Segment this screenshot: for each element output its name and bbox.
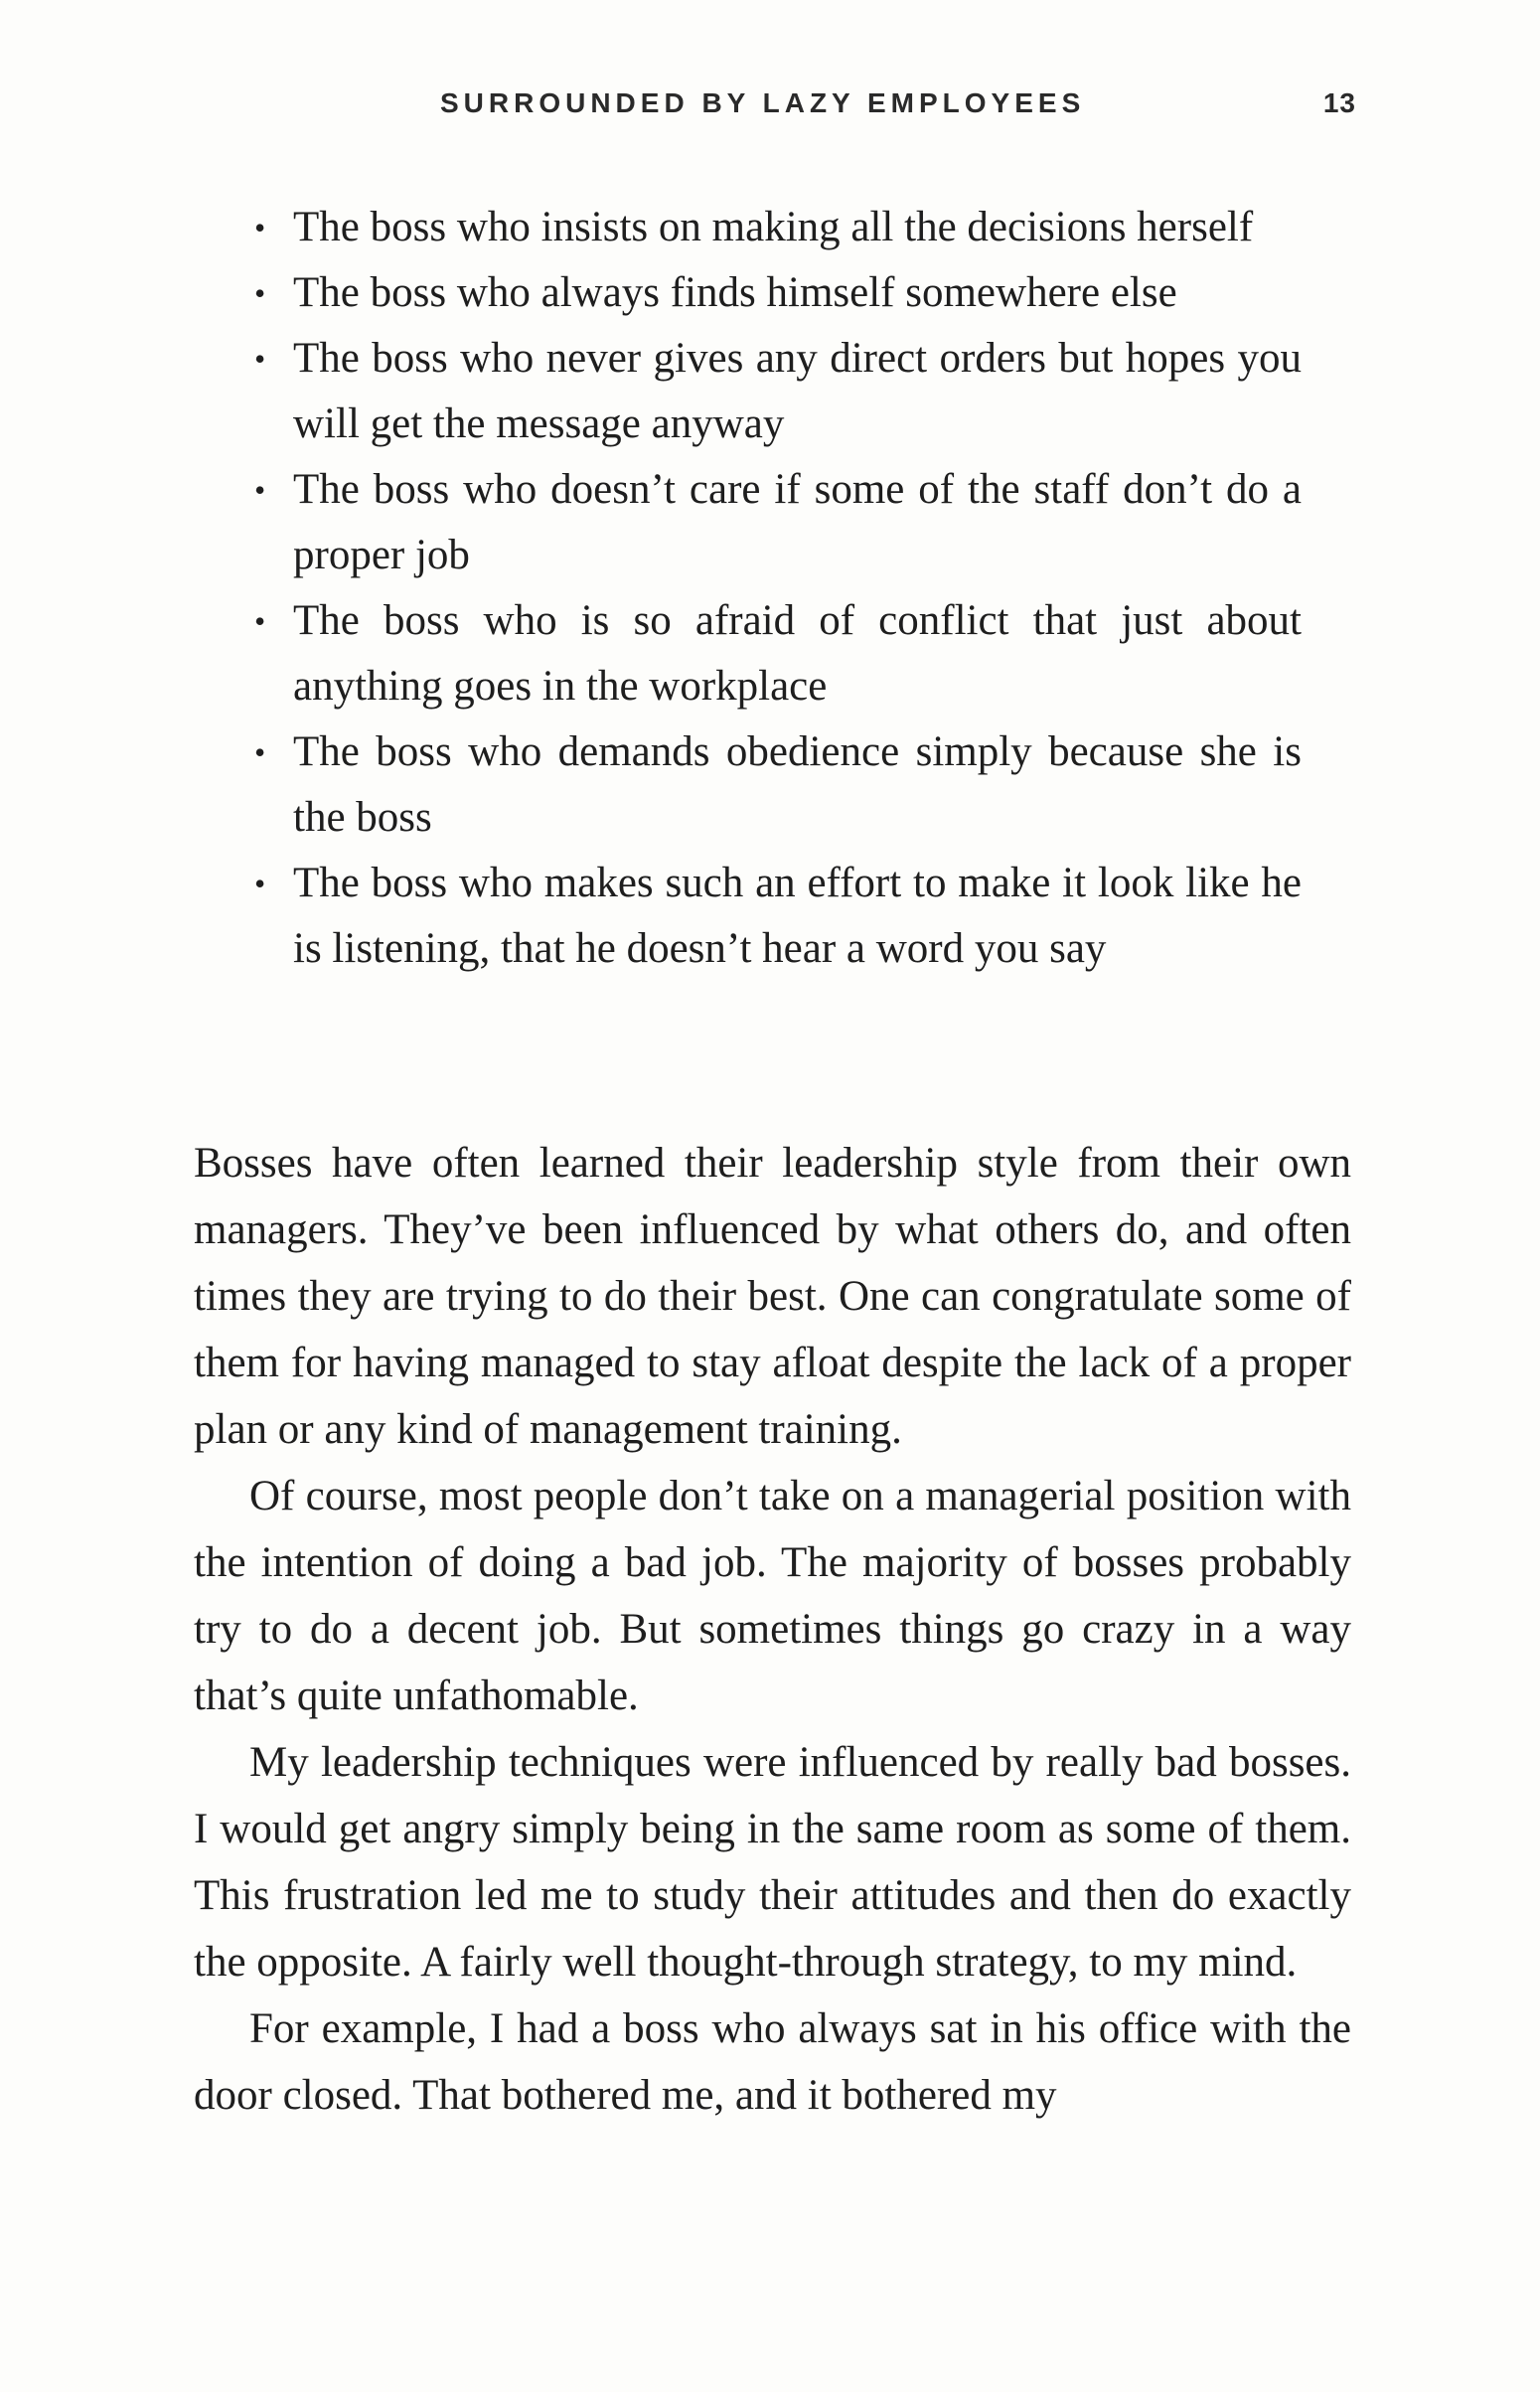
- running-head: SURROUNDED BY LAZY EMPLOYEES: [440, 87, 1086, 118]
- paragraph: Bosses have often learned their leadership style from their own managers. They’ve been influenced by what others do, and often times they are trying to do their best. One can congratulate some of them for having managed to stay afloat despite the lack of a proper plan or any kind of management training.: [194, 1140, 1351, 1453]
- list-item: • The boss who insists on making all the decisions herself: [238, 195, 1302, 260]
- body-text: [194, 1130, 1351, 2129]
- page-header: [194, 87, 1356, 127]
- paragraph: For example, I had a boss who always sat in his office with the door closed. That bothered me, and it bothered my: [194, 2005, 1351, 2119]
- paragraph: My leadership techniques were influenced by really bad bosses. I would get angry simply being in the same room as some of them. This frustration led me to study their attitudes and then do exactly the opposite. A fairly well thought-through strategy, to my mind.: [194, 1739, 1351, 1986]
- list-item: • The boss who never gives any direct orders but hopes you will get the message anyway: [238, 326, 1302, 457]
- list-item: • The boss who doesn’t care if some of the staff don’t do a proper job: [238, 457, 1302, 588]
- list-item: • The boss who is so afraid of conflict that just about anything goes in the workplace: [238, 588, 1302, 719]
- paragraph: Of course, most people don’t take on a managerial position with the intention of doing a bad job. The majority of bosses probably try to do a decent job. But sometimes things go crazy in a way that’s quite unfathomable.: [194, 1473, 1351, 1719]
- list-item: • The boss who makes such an effort to make it look like he is listening, that he doesn’t hear a word you say: [238, 851, 1302, 982]
- page-number: 13: [1322, 87, 1356, 118]
- list-item: • The boss who demands obedience simply because she is the boss: [238, 719, 1302, 851]
- list-item: • The boss who always finds himself somewhere else: [238, 260, 1302, 326]
- boss-types-list: [238, 195, 1302, 982]
